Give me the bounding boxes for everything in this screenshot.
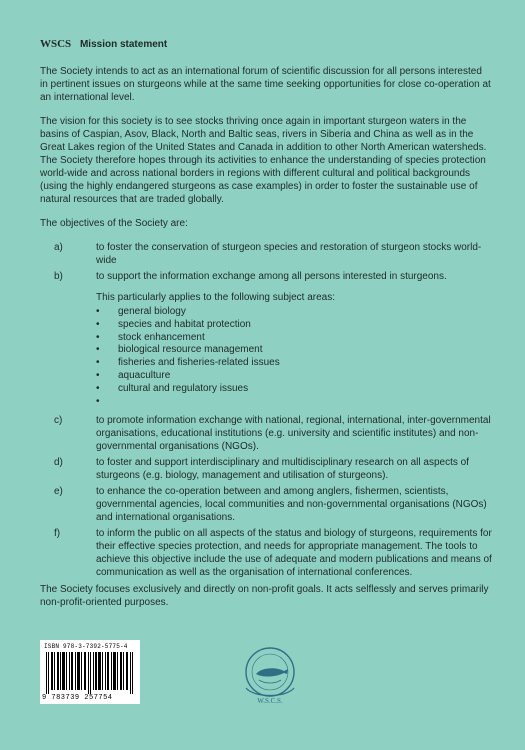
mission-title: Mission statement <box>79 39 168 50</box>
objective-letter: c) <box>54 415 63 427</box>
objective-letter: f) <box>54 528 61 540</box>
objective-item <box>40 241 492 267</box>
objective-text: to inform the public on all aspects of the status and biology of sturgeons, requirements for their effective species protection, and needs for appropriate management. The tools to achieve this objective include the use of adequate and modern publications and means of communication as well as the organisation of international conferences. <box>96 528 492 579</box>
objective-item <box>40 414 492 453</box>
subject-area-item: • fisheries and fisheries-related issues <box>96 357 492 370</box>
ean-number: 9 783739 257754 <box>42 694 113 702</box>
objective-text: to support the information exchange among all persons interested in sturgeons. <box>96 271 447 282</box>
subject-areas-list <box>96 306 492 408</box>
wave-icon <box>259 680 281 683</box>
objective-item <box>40 527 492 579</box>
objective-letter: b) <box>54 271 63 282</box>
objective-text: to foster and support interdisciplinary and multidisciplinary research on all aspects of sturgeons (e.g. biology, management and utilisation of sturgeons). <box>96 457 469 482</box>
objective-item <box>40 270 492 408</box>
objective-letter: e) <box>54 486 63 498</box>
intro-paragraph: The Society intends to act as an international forum of scientific discussion for all persons interested in pertinent issues on sturgeons while at the same time seeking opportunities for close co-operation at an international level. <box>40 66 491 103</box>
seal-initials: W.S.C.S. <box>257 697 283 705</box>
objective-letter: d) <box>54 457 63 469</box>
subject-area-item: • cultural and regulatory issues <box>96 383 492 396</box>
objectives-list <box>40 241 492 579</box>
subject-area-item: • biological resource management <box>96 344 492 357</box>
barcode-bars <box>46 652 134 694</box>
sturgeon-icon <box>256 668 288 676</box>
vision-paragraph: The vision for this society is to see stocks thriving once again in important sturgeon waters in the basins of Caspian, Asov, Black, North and Baltic seas, rivers in Siberia and China as well as in the Great Lakes region of the United States and Canada in addition to other North American watersheds. The Society therefore hopes through its activities to enhance the understanding of species protection world-wide and across national borders in regions with different cultural and political backgrounds (using the highly endangered sturgeons as case examples) in order to foster the sustainable use of natural resources that are traded globally. <box>40 116 487 205</box>
objective-item <box>40 485 492 524</box>
objective-text: to promote information exchange with national, regional, international, inter-governmental organisations, educational institutions (e.g. university and scientific institutes) and non-governmental organisations (NGOs). <box>96 415 491 453</box>
subject-area-item: • species and habitat protection <box>96 319 492 332</box>
objective-letter: a) <box>54 242 63 253</box>
subject-area-item: • aquaculture <box>96 370 492 383</box>
subject-area-item <box>96 396 492 409</box>
objective-item <box>40 456 492 482</box>
subject-area-item: • general biology <box>96 306 492 319</box>
org-acronym: WSCS <box>40 38 72 50</box>
subject-area-item: • stock enhancement <box>96 332 492 345</box>
objective-text: to enhance the co-operation between and among anglers, fishermen, scientists, governmental agencies, local communities and non-governmental organisations (NGOs) and international organisations. <box>96 486 487 524</box>
wscs-seal-logo <box>234 640 306 712</box>
closing-paragraph: The Society focuses exclusively and directly on non-profit goals. It acts selflessly and serves primarily non-profit-oriented purposes. <box>40 584 489 609</box>
mission-page <box>40 38 492 620</box>
isbn-barcode <box>40 640 140 704</box>
objective-text: to foster the conservation of sturgeon species and restoration of sturgeon stocks world-wide <box>96 242 482 266</box>
subject-areas-intro: This particularly applies to the following subject areas: <box>96 292 336 303</box>
mission-heading <box>40 38 492 50</box>
objectives-intro: The objectives of the Society are: <box>40 218 188 229</box>
isbn-number: ISBN 978-3-7392-5775-4 <box>44 643 128 650</box>
